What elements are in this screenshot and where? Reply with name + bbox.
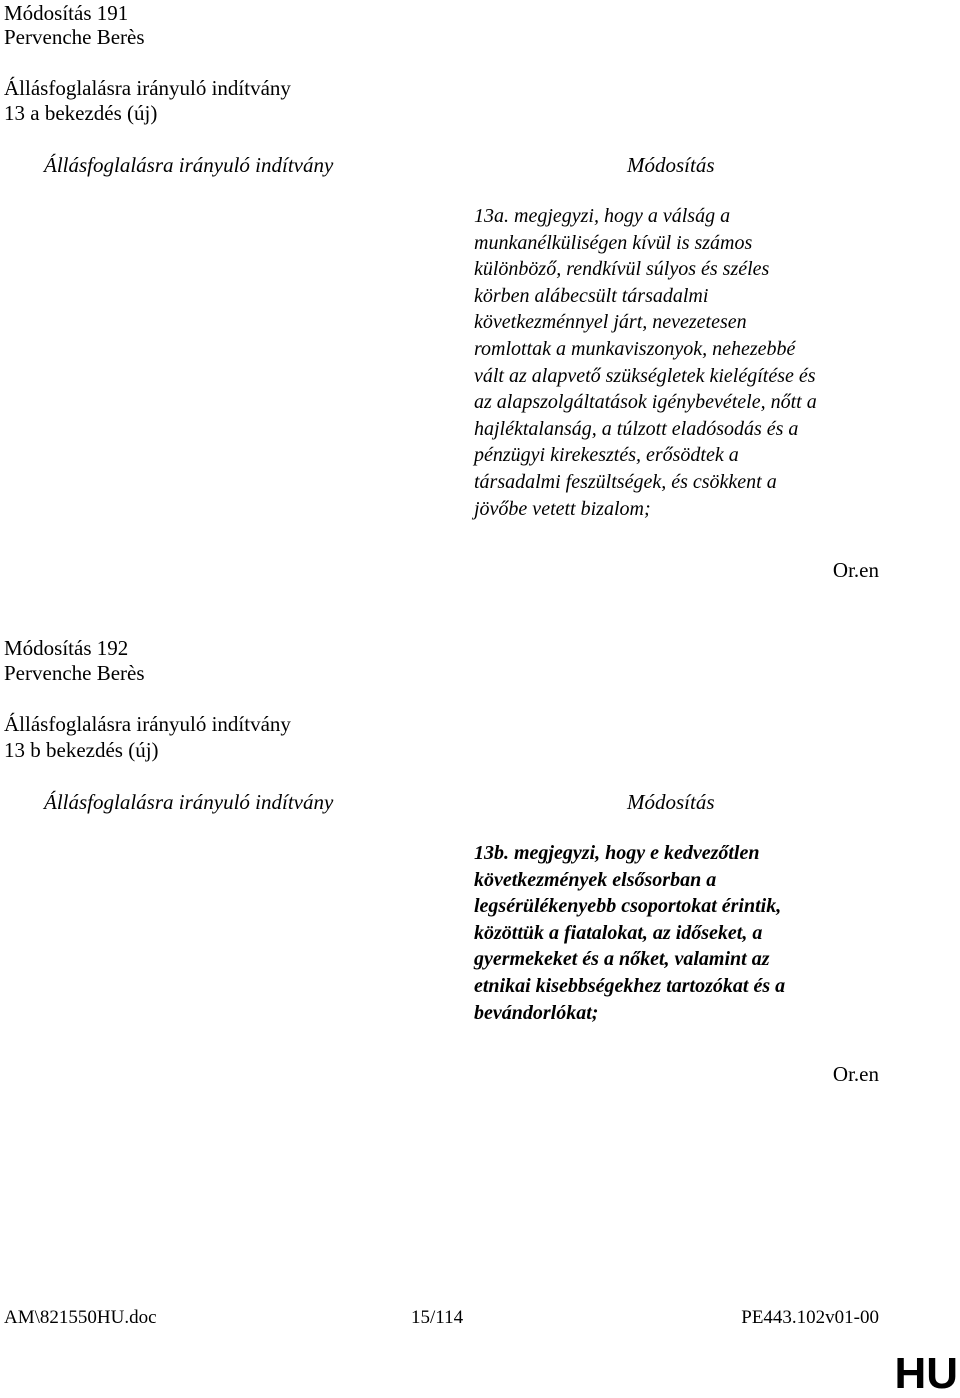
amendment-text-line: legsérülékenyebb csoportokat érintik, — [474, 895, 782, 918]
original-language: Or.en — [832, 558, 879, 582]
column-header-proposal: Állásfoglalásra irányuló indítvány — [44, 153, 334, 177]
language-code: HU — [894, 1349, 958, 1398]
amendment-proposal: Állásfoglalásra irányuló indítvány — [4, 712, 291, 736]
amendment-text-line: hajléktalanság, a túlzott eladósodás és a — [474, 417, 799, 440]
amendment-text — [474, 203, 894, 522]
amendment-text-line: munkanélküliségen kívül is számos — [474, 231, 753, 254]
amendment-title: Módosítás 191 — [4, 1, 129, 25]
column-header-amendment: Módosítás — [627, 153, 715, 177]
amendment-author: Pervenche Berès — [4, 25, 145, 49]
page-number: 15/114 — [411, 1307, 464, 1328]
amendment-text-line: jövőbe vetett bizalom; — [474, 497, 651, 520]
amendment-paragraph: 13 b bekezdés (új) — [4, 738, 159, 762]
amendment-title: Módosítás 192 — [4, 636, 129, 660]
pe-reference: PE443.102v01-00 — [741, 1307, 879, 1328]
document-reference: AM\821550HU.doc — [4, 1307, 157, 1328]
amendment-text-line: etnikai kisebbségekhez tartozókat és a — [474, 974, 786, 997]
amendment-text-line: bevándorlókat; — [474, 1001, 599, 1024]
amendment-text-line: társadalmi feszültségek, és csökkent a — [474, 470, 777, 493]
amendment-text-line: 13b. megjegyzi, hogy e kedvezőtlen — [474, 842, 760, 864]
amendment-text-line: közöttük a fiatalokat, az időseket, a — [474, 921, 763, 944]
amendment-text-line: gyermekeket és a nőket, valamint az — [474, 948, 770, 971]
amendment-paragraph: 13 a bekezdés (új) — [4, 101, 158, 125]
amendment-text-line: különböző, rendkívül súlyos és széles — [474, 258, 770, 281]
amendment-proposal: Állásfoglalásra irányuló indítvány — [4, 76, 291, 100]
amendment-text-line: körben alábecsült társadalmi — [474, 284, 709, 307]
amendment-text-line: következménnyel járt, nevezetesen — [474, 311, 747, 334]
amendment-author: Pervenche Berès — [4, 661, 145, 685]
column-header-amendment: Módosítás — [627, 790, 715, 814]
column-header-proposal: Állásfoglalásra irányuló indítvány — [44, 790, 334, 814]
amendment-text-line: romlottak a munkaviszonyok, nehezebbé — [474, 337, 796, 360]
original-language: Or.en — [832, 1062, 879, 1086]
amendment-text-line: az alapszolgáltatások igénybevétele, nőtt a — [474, 391, 817, 414]
amendment-text — [474, 840, 894, 1026]
amendment-text-line: 13a. megjegyzi, hogy a válság a — [474, 205, 731, 227]
amendment-text-line: vált az alapvető szükségletek kielégítése és — [474, 364, 816, 387]
amendment-text-line: következmények elsősorban a — [474, 868, 717, 891]
amendment-text-line: pénzügyi kirekesztés, erősödtek a — [474, 444, 739, 467]
